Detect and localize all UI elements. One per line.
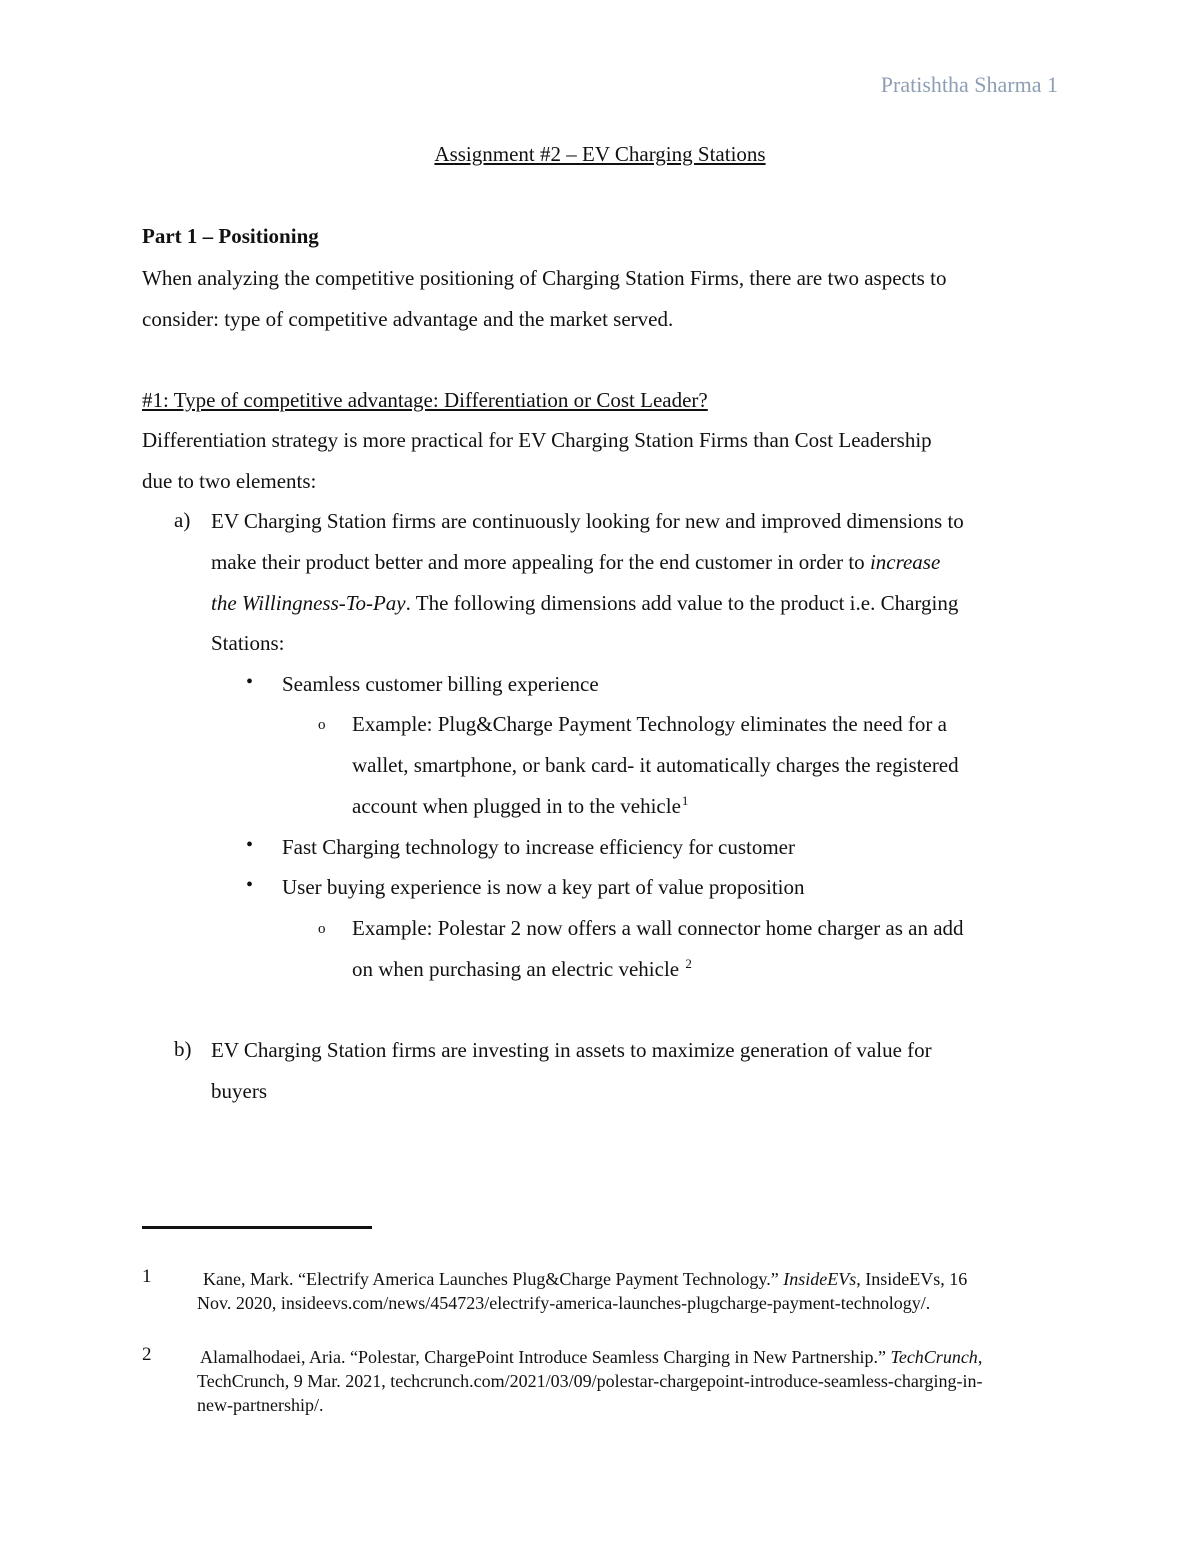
bullet-1-sub-line2: wallet, smartphone, or bank card- it automatically charges the registered xyxy=(352,753,959,777)
footnote-1-number: 1 xyxy=(142,1266,152,1287)
section1-heading: #1: Type of competitive advantage: Differentiation or Cost Leader? xyxy=(142,388,708,412)
bullet-1-sub-line3 xyxy=(352,793,688,822)
section1-line1: Differentiation strategy is more practical for EV Charging Station Firms than Cost Leadership xyxy=(142,428,932,452)
item-a-line3-italic: the Willingness-To-Pay xyxy=(211,591,406,615)
item-b-marker: b) xyxy=(174,1037,192,1061)
item-a-line2-text: make their product better and more appealing for the end customer in order to xyxy=(211,550,870,574)
document-title: Assignment #2 – EV Charging Stations xyxy=(434,142,766,166)
footnote-2-line1-end: , xyxy=(977,1347,983,1367)
bullet-dot-3: • xyxy=(246,874,254,896)
bullet-1-text: Seamless customer billing experience xyxy=(282,672,599,696)
bullet-1-sub-line1: Example: Plug&Charge Payment Technology eliminates the need for a xyxy=(352,712,947,736)
footnote-1-line1 xyxy=(203,1267,967,1291)
footnote-2-line1 xyxy=(200,1345,982,1369)
bullet-3-sub-line2 xyxy=(352,956,692,985)
footnote-1-line1-text: Kane, Mark. “Electrify America Launches Plug&Charge Payment Technology.” xyxy=(203,1269,784,1289)
bullet-1-sub-line3-text: account when plugged in to the vehicle xyxy=(352,794,681,818)
part1-heading: Part 1 – Positioning xyxy=(142,224,319,248)
item-a-line4: Stations: xyxy=(211,631,285,655)
bullet-dot-2: • xyxy=(246,834,254,856)
footnote-1-source-italic: InsideEVs xyxy=(783,1269,857,1289)
item-a-marker: a) xyxy=(174,508,191,532)
footnote-2-line2[interactable]: TechCrunch, 9 Mar. 2021, techcrunch.com/2021/03/09/polestar-chargepoint-introduce-seamless-charging-in- xyxy=(197,1371,983,1391)
bullet-2-text: Fast Charging technology to increase efficiency for customer xyxy=(282,835,795,859)
footnote-2-number: 2 xyxy=(142,1344,152,1365)
footnote-ref-2[interactable]: 2 xyxy=(685,956,692,971)
item-a-line2-italic: increase xyxy=(869,550,941,574)
sub-bullet-circle-2: o xyxy=(318,921,326,937)
part1-intro-line1: When analyzing the competitive positioning of Charging Station Firms, there are two aspects to xyxy=(142,266,947,290)
item-a-line2 xyxy=(211,549,940,575)
item-a-line3-text: . The following dimensions add value to the product i.e. Charging xyxy=(405,591,959,615)
item-a-line3 xyxy=(211,590,958,616)
footnote-ref-1[interactable]: 1 xyxy=(681,793,689,808)
bullet-3-sub-line2-text: on when purchasing an electric vehicle xyxy=(352,957,685,981)
part1-intro-line2: consider: type of competitive advantage and the market served. xyxy=(142,307,674,331)
item-a-line1: EV Charging Station firms are continuously looking for new and improved dimensions to xyxy=(211,509,964,533)
bullet-3-text: User buying experience is now a key part of value proposition xyxy=(282,875,805,899)
running-header: Pratishtha Sharma 1 xyxy=(880,72,1058,97)
footnote-2-line3[interactable]: new-partnership/. xyxy=(197,1395,324,1415)
footnote-1-line2[interactable]: Nov. 2020, insideevs.com/news/454723/electrify-america-launches-plugcharge-payment-technology/. xyxy=(197,1293,931,1313)
bullet-3-sub-line1: Example: Polestar 2 now offers a wall connector home charger as an add xyxy=(352,916,964,940)
footnote-2-line1-text: Alamalhodaei, Aria. “Polestar, ChargePoint Introduce Seamless Charging in New Partnership.” xyxy=(200,1347,891,1367)
footnote-1-line1-end: , InsideEVs, 16 xyxy=(856,1269,968,1289)
bullet-dot-1: • xyxy=(246,671,254,693)
footnote-2-source-italic: TechCrunch xyxy=(890,1347,978,1367)
footnote-separator xyxy=(142,1226,372,1229)
sub-bullet-circle-1: o xyxy=(318,717,326,733)
item-b-line1: EV Charging Station firms are investing in assets to maximize generation of value for xyxy=(211,1038,932,1062)
item-b-line2: buyers xyxy=(211,1079,267,1103)
section1-line2: due to two elements: xyxy=(142,469,317,493)
